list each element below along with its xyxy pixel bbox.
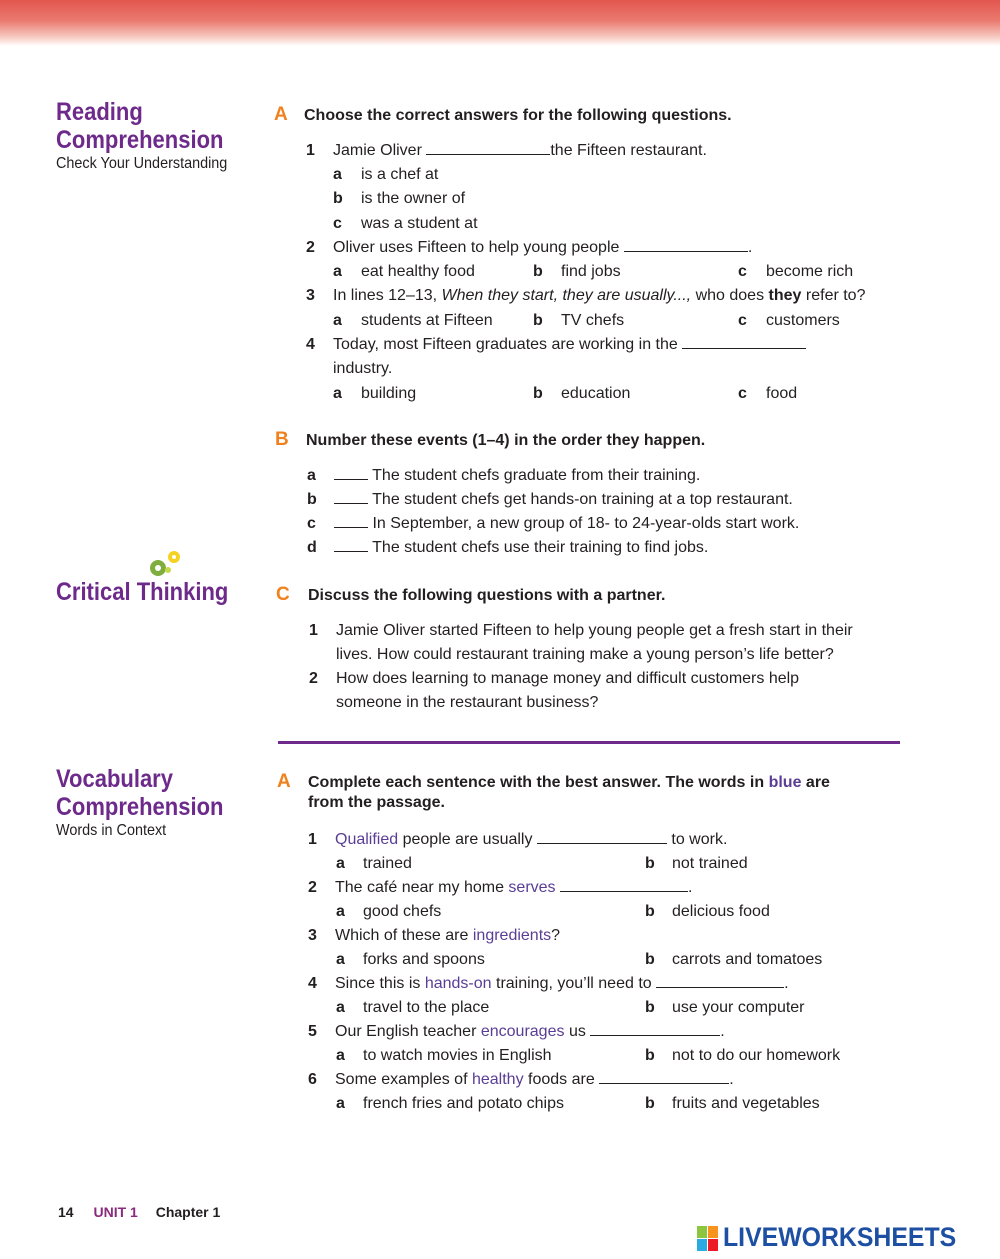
vocab-a-instruction-line2: from the passage. bbox=[308, 794, 445, 811]
vocab-question-5: 5 Our English teacher encourages us . bbox=[308, 1023, 725, 1040]
option[interactable]: c was a student at bbox=[333, 215, 478, 232]
unit-label: UNIT 1 bbox=[93, 1204, 138, 1220]
option[interactable]: c food bbox=[738, 385, 798, 402]
option[interactable]: b TV chefs bbox=[533, 312, 625, 329]
option[interactable]: b delicious food bbox=[645, 903, 770, 920]
answer-blank[interactable] bbox=[334, 514, 368, 528]
event-item: d The student chefs use their training to find jobs. bbox=[307, 539, 709, 556]
answer-blank[interactable] bbox=[656, 974, 784, 988]
vocab-question-6: 6 Some examples of healthy foods are . bbox=[308, 1071, 734, 1088]
option[interactable]: a eat healthy food bbox=[333, 263, 475, 280]
heading-line1: Vocabulary bbox=[56, 765, 173, 793]
top-color-band bbox=[0, 0, 1000, 46]
option[interactable]: b not trained bbox=[645, 855, 748, 872]
option[interactable]: a travel to the place bbox=[336, 999, 490, 1016]
discussion-question-2: 2 How does learning to manage money and difficult customers help bbox=[309, 670, 800, 687]
answer-blank[interactable] bbox=[537, 830, 667, 844]
heading-line2: Comprehension bbox=[56, 793, 224, 821]
answer-blank[interactable] bbox=[624, 238, 748, 252]
option[interactable]: b not to do our homework bbox=[645, 1047, 841, 1064]
heading-line1: Reading bbox=[56, 98, 143, 126]
option[interactable]: b use your computer bbox=[645, 999, 805, 1016]
reading-comprehension-heading bbox=[56, 98, 246, 174]
event-item: c In September, a new group of 18- to 24-year-olds start work. bbox=[307, 515, 800, 532]
vocab-question-1: 1 Qualified people are usually to work. bbox=[308, 831, 728, 848]
answer-blank[interactable] bbox=[334, 490, 368, 504]
vocabulary-comprehension-heading bbox=[56, 765, 246, 841]
option[interactable]: b is the owner of bbox=[333, 190, 466, 207]
answer-blank[interactable] bbox=[599, 1070, 729, 1084]
answer-blank[interactable] bbox=[426, 141, 550, 155]
section-a-instruction: A Choose the correct answers for the following questions. bbox=[274, 104, 732, 125]
section-b-instruction: B Number these events (1–4) in the order they happen. bbox=[275, 429, 706, 450]
option[interactable]: a students at Fifteen bbox=[333, 312, 493, 329]
vocab-question-4: 4 Since this is hands-on training, you’ll need to . bbox=[308, 975, 789, 992]
heading-subtitle: Check Your Understanding bbox=[56, 155, 228, 172]
vocab-question-3: 3 Which of these are ingredients? bbox=[308, 927, 561, 944]
option[interactable]: b find jobs bbox=[533, 263, 621, 280]
discussion-question-1-line2: lives. How could restaurant training make a young person’s life better? bbox=[336, 646, 834, 663]
section-divider bbox=[278, 741, 900, 744]
question-3: 3 In lines 12–13, When they start, they are usually..., who does they refer to? bbox=[306, 287, 866, 304]
page-number: 14 bbox=[58, 1204, 74, 1220]
critical-thinking-heading bbox=[56, 578, 252, 606]
gears-icon bbox=[144, 548, 186, 582]
answer-blank[interactable] bbox=[682, 335, 806, 349]
vocab-question-2: 2 The café near my home serves . bbox=[308, 879, 693, 896]
question-2: 2 Oliver uses Fifteen to help young people . bbox=[306, 239, 753, 256]
option[interactable]: b education bbox=[533, 385, 631, 402]
question-1: 1 Jamie Oliver the Fifteen restaurant. bbox=[306, 142, 707, 159]
event-item: a The student chefs graduate from their training. bbox=[307, 467, 701, 484]
answer-blank[interactable] bbox=[590, 1022, 720, 1036]
discussion-question-1: 1 Jamie Oliver started Fifteen to help young people get a fresh start in their bbox=[309, 622, 853, 639]
liveworksheets-logo[interactable] bbox=[697, 1222, 977, 1254]
section-letter: A bbox=[274, 104, 288, 125]
option[interactable]: a is a chef at bbox=[333, 166, 439, 183]
question-4-line2: industry. bbox=[333, 360, 393, 377]
option[interactable]: a trained bbox=[336, 855, 412, 872]
answer-blank[interactable] bbox=[334, 466, 368, 480]
answer-blank[interactable] bbox=[560, 878, 688, 892]
option[interactable]: a building bbox=[333, 385, 417, 402]
vocab-a-instruction: A Complete each sentence with the best answer. The words in blue are bbox=[277, 771, 830, 792]
heading-subtitle: Words in Context bbox=[56, 822, 167, 839]
heading-title: Critical Thinking bbox=[56, 578, 229, 606]
option[interactable]: a french fries and potato chips bbox=[336, 1095, 565, 1112]
brand-name: LIVEWORKSHEETS bbox=[723, 1222, 957, 1252]
option[interactable]: c become rich bbox=[738, 263, 854, 280]
liveworksheets-icon bbox=[697, 1225, 719, 1251]
option[interactable]: b fruits and vegetables bbox=[645, 1095, 820, 1112]
answer-blank[interactable] bbox=[334, 538, 368, 552]
chapter-label: Chapter 1 bbox=[155, 1204, 221, 1220]
option[interactable]: a to watch movies in English bbox=[336, 1047, 552, 1064]
option[interactable]: a good chefs bbox=[336, 903, 442, 920]
question-4: 4 Today, most Fifteen graduates are working in the bbox=[306, 335, 806, 355]
option[interactable]: c customers bbox=[738, 312, 840, 329]
option[interactable]: b carrots and tomatoes bbox=[645, 951, 823, 968]
heading-line2: Comprehension bbox=[56, 126, 224, 154]
discussion-question-2-line2: someone in the restaurant business? bbox=[336, 694, 599, 711]
option[interactable]: a forks and spoons bbox=[336, 951, 485, 968]
page-footer bbox=[58, 1204, 220, 1220]
event-item: b The student chefs get hands-on training at a top restaurant. bbox=[307, 491, 793, 508]
section-c-instruction: C Discuss the following questions with a partner. bbox=[276, 584, 666, 605]
